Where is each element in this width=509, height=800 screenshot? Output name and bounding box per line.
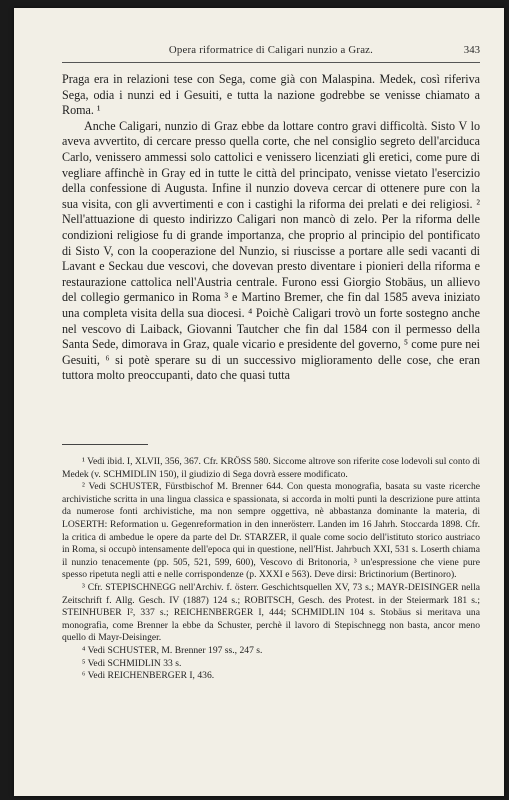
book-page xyxy=(14,8,504,796)
paragraph: Praga era in relazioni tese con Sega, come già con Malaspina. Medek, così riferiva Sega, odia i nunzi ed i Gesuiti, e tutta la nazione godrebbe se venisse chiamato a Roma. ¹ xyxy=(62,72,480,118)
footnotes xyxy=(62,456,480,683)
footnote: ⁴ Vedi SCHUSTER, M. Brenner 197 ss., 247 s. xyxy=(82,644,263,656)
paragraph: Anche Caligari, nunzio di Graz ebbe da lottare contro gravi difficoltà. Sisto V lo aveva avvertito, di cercare presso quella corte, che nel consiglio segreto dell'arciduca Carlo, venissero ammessi solo cattolici e venissero licenziati gli eretici, come pure di vegliare affinchè in Gray ed in tutte le città del principato, venisse vietato l'esercizio della confessione di Augusta. Infine il nunzio doveva cercar di ottenere pure con la sua visita, con gli avvertimenti e con i castighi la riforma dei prelati e dei religiosi. ² Nell'attuazione di questo indirizzo Caligari non mancò di zelo. Per la riforma delle condizioni religiose fu di grande importanza, che proprio al principio del pontificato di Sisto V, con la cooperazione del Nunzio, si riuscisse a portare alle sedi vacanti di Lavant e Seckau due vescovi, che dovevan presto diventare i pionieri della riforma e restaurazione cattolica nell'Austria centrale. Furono essi Giorgio Stobäus, un allievo del collegio germanico in Roma ³ e Martino Bremer, che fin dal 1585 aveva iniziato una completa visita della sua diocesi. ⁴ Poichè Caligari trovò un forte sostegno anche nel vescovo di Laiback, Giovanni Tautcher che fin dal 1584 con il permesso della Santa Sede, dimorava in Graz, quale vicario e presidente del governo, ⁵ come pure nei Gesuiti, ⁶ si potè sperare su di un successivo miglioramento delle cose, che eran tuttora molto preoccupanti, dato che quasi tutta xyxy=(62,118,480,383)
footnote-rule xyxy=(62,444,148,445)
page-number: 343 xyxy=(463,44,480,56)
footnote: ⁵ Vedi SCHMIDLIN 33 s. xyxy=(82,657,182,669)
running-title: Opera riformatrice di Caligari nunzio a Graz. xyxy=(168,44,374,56)
footnote: ¹ Vedi ibid. I, XLVII, 356, 367. Cfr. KRÖSS 580. Siccome altrove son riferite cose lodevoli sul conto di Medek (v. SCHMIDLIN 150), il giudizio di Sega dovrà essere modificato. xyxy=(62,456,480,480)
footnote: ² Vedi SCHUSTER, Fürstbischof M. Brenner 644. Con questa monografia, basata su vaste ricerche archivistiche scritta in una lingua classica e spassionata, si accorda in molti punti la descrizione pure attinta da numerose fonti archivistiche, ma non sempre oggettiva, nè abbastanza dominante la materia, di LOSERTH: Reformation u. Gegenreformation in den innerösterr. Landen im 16 Jahrh. Stoccarda 1898. Cfr. la critica di ambedue le opere da parte del Dr. STARZER, il quale come socio dell'istituto storico austriaco in Roma, si occupò intensamente dell'epoca qui in questione, nell'Hist. Jahrbuch XXI, 531 s. Loserth chiama il nunzio tenacemente (pp. 505, 521, 599, 600), Vescovo di Britonoria, ³ un'espressione che viene pure spesso ripetuta negli atti e nelle corrispondenze (p. XXXI e 563). Deve dirsi: Brictinorium (Bertinoro). xyxy=(62,481,480,581)
header-rule xyxy=(62,62,480,63)
footnote: ⁶ Vedi REICHENBERGER I, 436. xyxy=(82,670,215,682)
main-text xyxy=(62,72,480,384)
footnote: ³ Cfr. STEPISCHNEGG nell'Archiv. f. österr. Geschichtsquellen XV, 73 s.; MAYR-DEISINGER nella Zeitschrift f. Allg. Gesch. IV (1887) 124 s.; ROBITSCH, Gesch. des Protest. in der Steiermark 181 s.; STEINHUBER I², 337 s.; REICHENBERGER I, 444; SCHMIDLIN 104 s. Stobäus si meritava una monografia, come Brenner la ebbe da Schuster, perchè il lavoro di Stepischnegg non basta, ancor meno quello di Mayr-Deisinger. xyxy=(62,581,480,644)
running-header xyxy=(62,44,480,62)
